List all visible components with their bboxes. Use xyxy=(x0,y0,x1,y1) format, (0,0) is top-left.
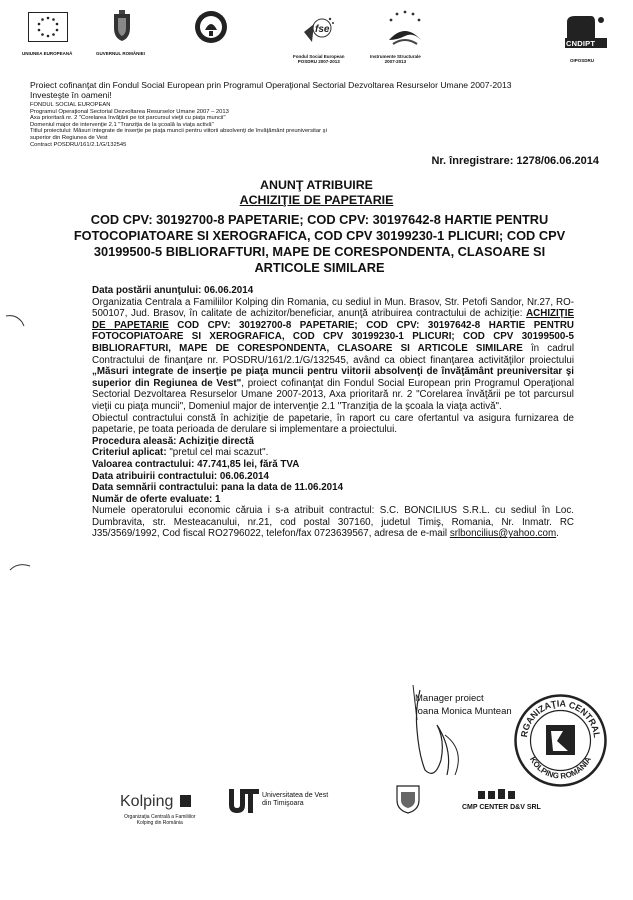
cndipt-label: CNDIPT xyxy=(566,39,596,48)
ministry-seal-logo xyxy=(194,10,228,44)
stamp-bottom-text: KOLPING ROMÂNIA xyxy=(528,755,593,781)
svg-text:fse: fse xyxy=(315,24,330,35)
registration-number: Nr. înregistrare: 1278/06.06.2014 xyxy=(431,155,599,167)
fse-logo xyxy=(300,14,336,44)
small-line: FONDUL SOCIAL EUROPEAN xyxy=(30,102,111,108)
manager-role: Manager proiect xyxy=(415,693,484,704)
kolping-k-icon xyxy=(180,795,191,807)
small-line: Domeniul major de intervenţie 2.1 "Tranziţia de la şcoală la viaţa activă" xyxy=(30,121,214,128)
margin-mark xyxy=(8,560,34,576)
uvt-name: Universitatea de Vest din Timişoara xyxy=(262,792,329,807)
stamp-top-text: RGANIZAŢIA CENTRAL xyxy=(519,698,602,739)
announcement-body xyxy=(92,285,574,540)
project-line-1: Proiect cofinanţat din Fondul Social European prin Programul Operaţional Sectorial Dezvoltarea Resurselor Umane 2007-2013 xyxy=(30,80,512,90)
contract-object: Obiectul contractului constă în achiziţie de papetarie, în raport cu care ofertantul va asigura furnizarea de papetarie, pe toata perioada de derulare si implementare a proiectului. xyxy=(92,412,574,436)
structural-instruments-logo xyxy=(383,10,427,50)
eu-flag-logo xyxy=(28,12,68,42)
procedure: Procedura aleasă: Achiziţie directă xyxy=(92,435,254,447)
intro-cpv: COD CPV: 30192700-8 PAPETARIE; COD CPV: 30197642-8 HARTIE PENTRU FOTOCOPIATOARE SI XEROGRAFICA, COD CPV 30199230-1 PLICURI; COD CPV 30199500-5 BIBLIORAFTURI, MAPE DE CORESPONDENTA, CLASOARE SI ARTICOLE SIMILARE xyxy=(92,319,574,354)
uvt-logo-icon xyxy=(227,787,261,815)
announcement-subtitle: ACHIZIŢIE DE PAPETARIE xyxy=(239,193,394,207)
winner-end: . xyxy=(556,528,559,540)
small-line: Titlul proiectului: Măsuri integrate de inserţie pe piaţa muncii pentru viitorii absolvenţi de învăţământ preuniversitar şi xyxy=(30,128,327,135)
intro-underlined: ACHIZIŢIE DE PAPETARIE xyxy=(92,308,574,331)
gov-caption: GUVERNUL ROMÂNIEI xyxy=(96,51,145,56)
project-details-block xyxy=(30,102,420,148)
sign-date: Data semnării contractului: pana la data de 11.06.2014 xyxy=(92,482,344,494)
fse-caption: Fondul Social European POSDRU 2007-2013 xyxy=(293,54,345,64)
small-line: Programul Operaţional Sectorial Dezvoltarea Resurselor Umane 2007 – 2013 xyxy=(30,108,229,115)
project-cofinancing-line xyxy=(30,80,590,100)
award-date: Data atribuirii contractului: 06.06.2014 xyxy=(92,470,269,482)
svg-text:KOLPING ROMÂNIA xyxy=(528,755,593,781)
intro-text-2: în cadrul Contractului de finanţare nr. POSDRU/161/2.1/G/132545, având ca obiect finanţarea activităţilor proiectului xyxy=(92,342,574,366)
intro-text-3: , proiect cofinanţat din Fondul Social European prin Programul Operaţional Sectorial Dezvoltarea Resurselor Umane 2007-2013, Axa prioritară nr. 2 "Corelarea învăţării pe tot parcursul vieţii cu piaţa muncii", Domeniul major de intervenţie 2.1 "Tranziţia de la şcoala la viaţa activă". xyxy=(92,377,574,412)
winner-paragraph xyxy=(92,505,574,540)
cmp-logo-icon xyxy=(478,788,518,800)
handwritten-signature xyxy=(395,680,505,790)
oiposdru-caption: OIPOSDRU xyxy=(570,58,595,63)
kolping-subtitle: Organizaţia Centrală a Familiilor Kolping din România xyxy=(124,814,196,826)
criteria-label: Criteriul aplicat: xyxy=(92,447,170,459)
margin-mark xyxy=(4,312,30,328)
small-line: Contract POSDRU/161/2.1/G/132545 xyxy=(30,141,127,148)
winner-text: Numele operatorului economic căruia i s-a atribuit contractul: S.C. BONCILIUS S.R.L. cu sediul în Loc. Dumbravita, str. Mesteacanului, nr.21, cod postal 307160, judetul Timiş, Romania, Nr. Inmatr. RC J35/3569/1992, Cod fiscal RO2796022, telefon/fax 0723639567, adresa de e-mail xyxy=(92,505,574,540)
post-date: Data postării anunţului: 06.06.2014 xyxy=(92,285,254,296)
organization-stamp xyxy=(513,693,608,788)
is-caption: Instrumente Structurale 2007-2013 xyxy=(370,54,421,64)
criteria-value: "pretul cel mai scazut". xyxy=(169,447,269,459)
kolping-wordmark: Kolping xyxy=(120,793,174,810)
eu-caption: UNIUNEA EUROPEANĂ xyxy=(22,51,73,56)
announcement-title: ANUNŢ ATRIBUIRE xyxy=(260,178,373,192)
romania-coat-of-arms-logo xyxy=(111,10,133,42)
uvt-crest-icon xyxy=(395,784,421,814)
offers-count: Număr de oferte evaluate: 1 xyxy=(92,493,221,505)
project-line-2: Investeşte în oameni! xyxy=(30,90,112,100)
intro-text: Organizatia Centrala a Familiilor Kolping din Romania, cu sediul in Mun. Brasov, Str. Petofi Sandor, Nr.27, RO-500107, Jud. Brasov, în calitate de achizitor/beneficiar, anunţă atribuirea contractului de achiziţie: xyxy=(92,296,574,320)
contract-value: Valoarea contractului: 47.741,85 lei, fără TVA xyxy=(92,458,300,470)
email-link[interactable]: srlboncilius@yahoo.com xyxy=(449,528,557,540)
small-line: Axa prioritară nr. 2 "Corelarea învăţării pe tot parcursul vieţii cu piaţa muncii" xyxy=(30,115,226,122)
manager-name: Ioana Monica Muntean xyxy=(415,706,512,717)
cpv-heading: COD CPV: 30192700-8 PAPETARIE; COD CPV: 30197642-8 HARTIE PENTRU FOTOCOPIATOARE SI XEROGRAFICA, COD CPV 30199230-1 PLICURI; COD CPV 30199500-5 BIBLIORAFTURI, MAPE DE CORESPONDENTA, CLASOARE SI ARTICOLE SIMILARE xyxy=(73,212,566,275)
small-line: superior din Regiunea de Vest xyxy=(30,134,108,141)
criteria xyxy=(92,447,574,459)
intro-paragraph xyxy=(92,297,574,413)
project-title: „Măsuri integrate de inserţie pe piaţa muncii pentru viitorii absolvenţi de învăţământ preuniversitar şi superior din Regiunea de Vest" xyxy=(92,366,574,389)
kolping-logo xyxy=(120,793,191,811)
cmp-name: CMP CENTER D&V SRL xyxy=(462,804,541,811)
